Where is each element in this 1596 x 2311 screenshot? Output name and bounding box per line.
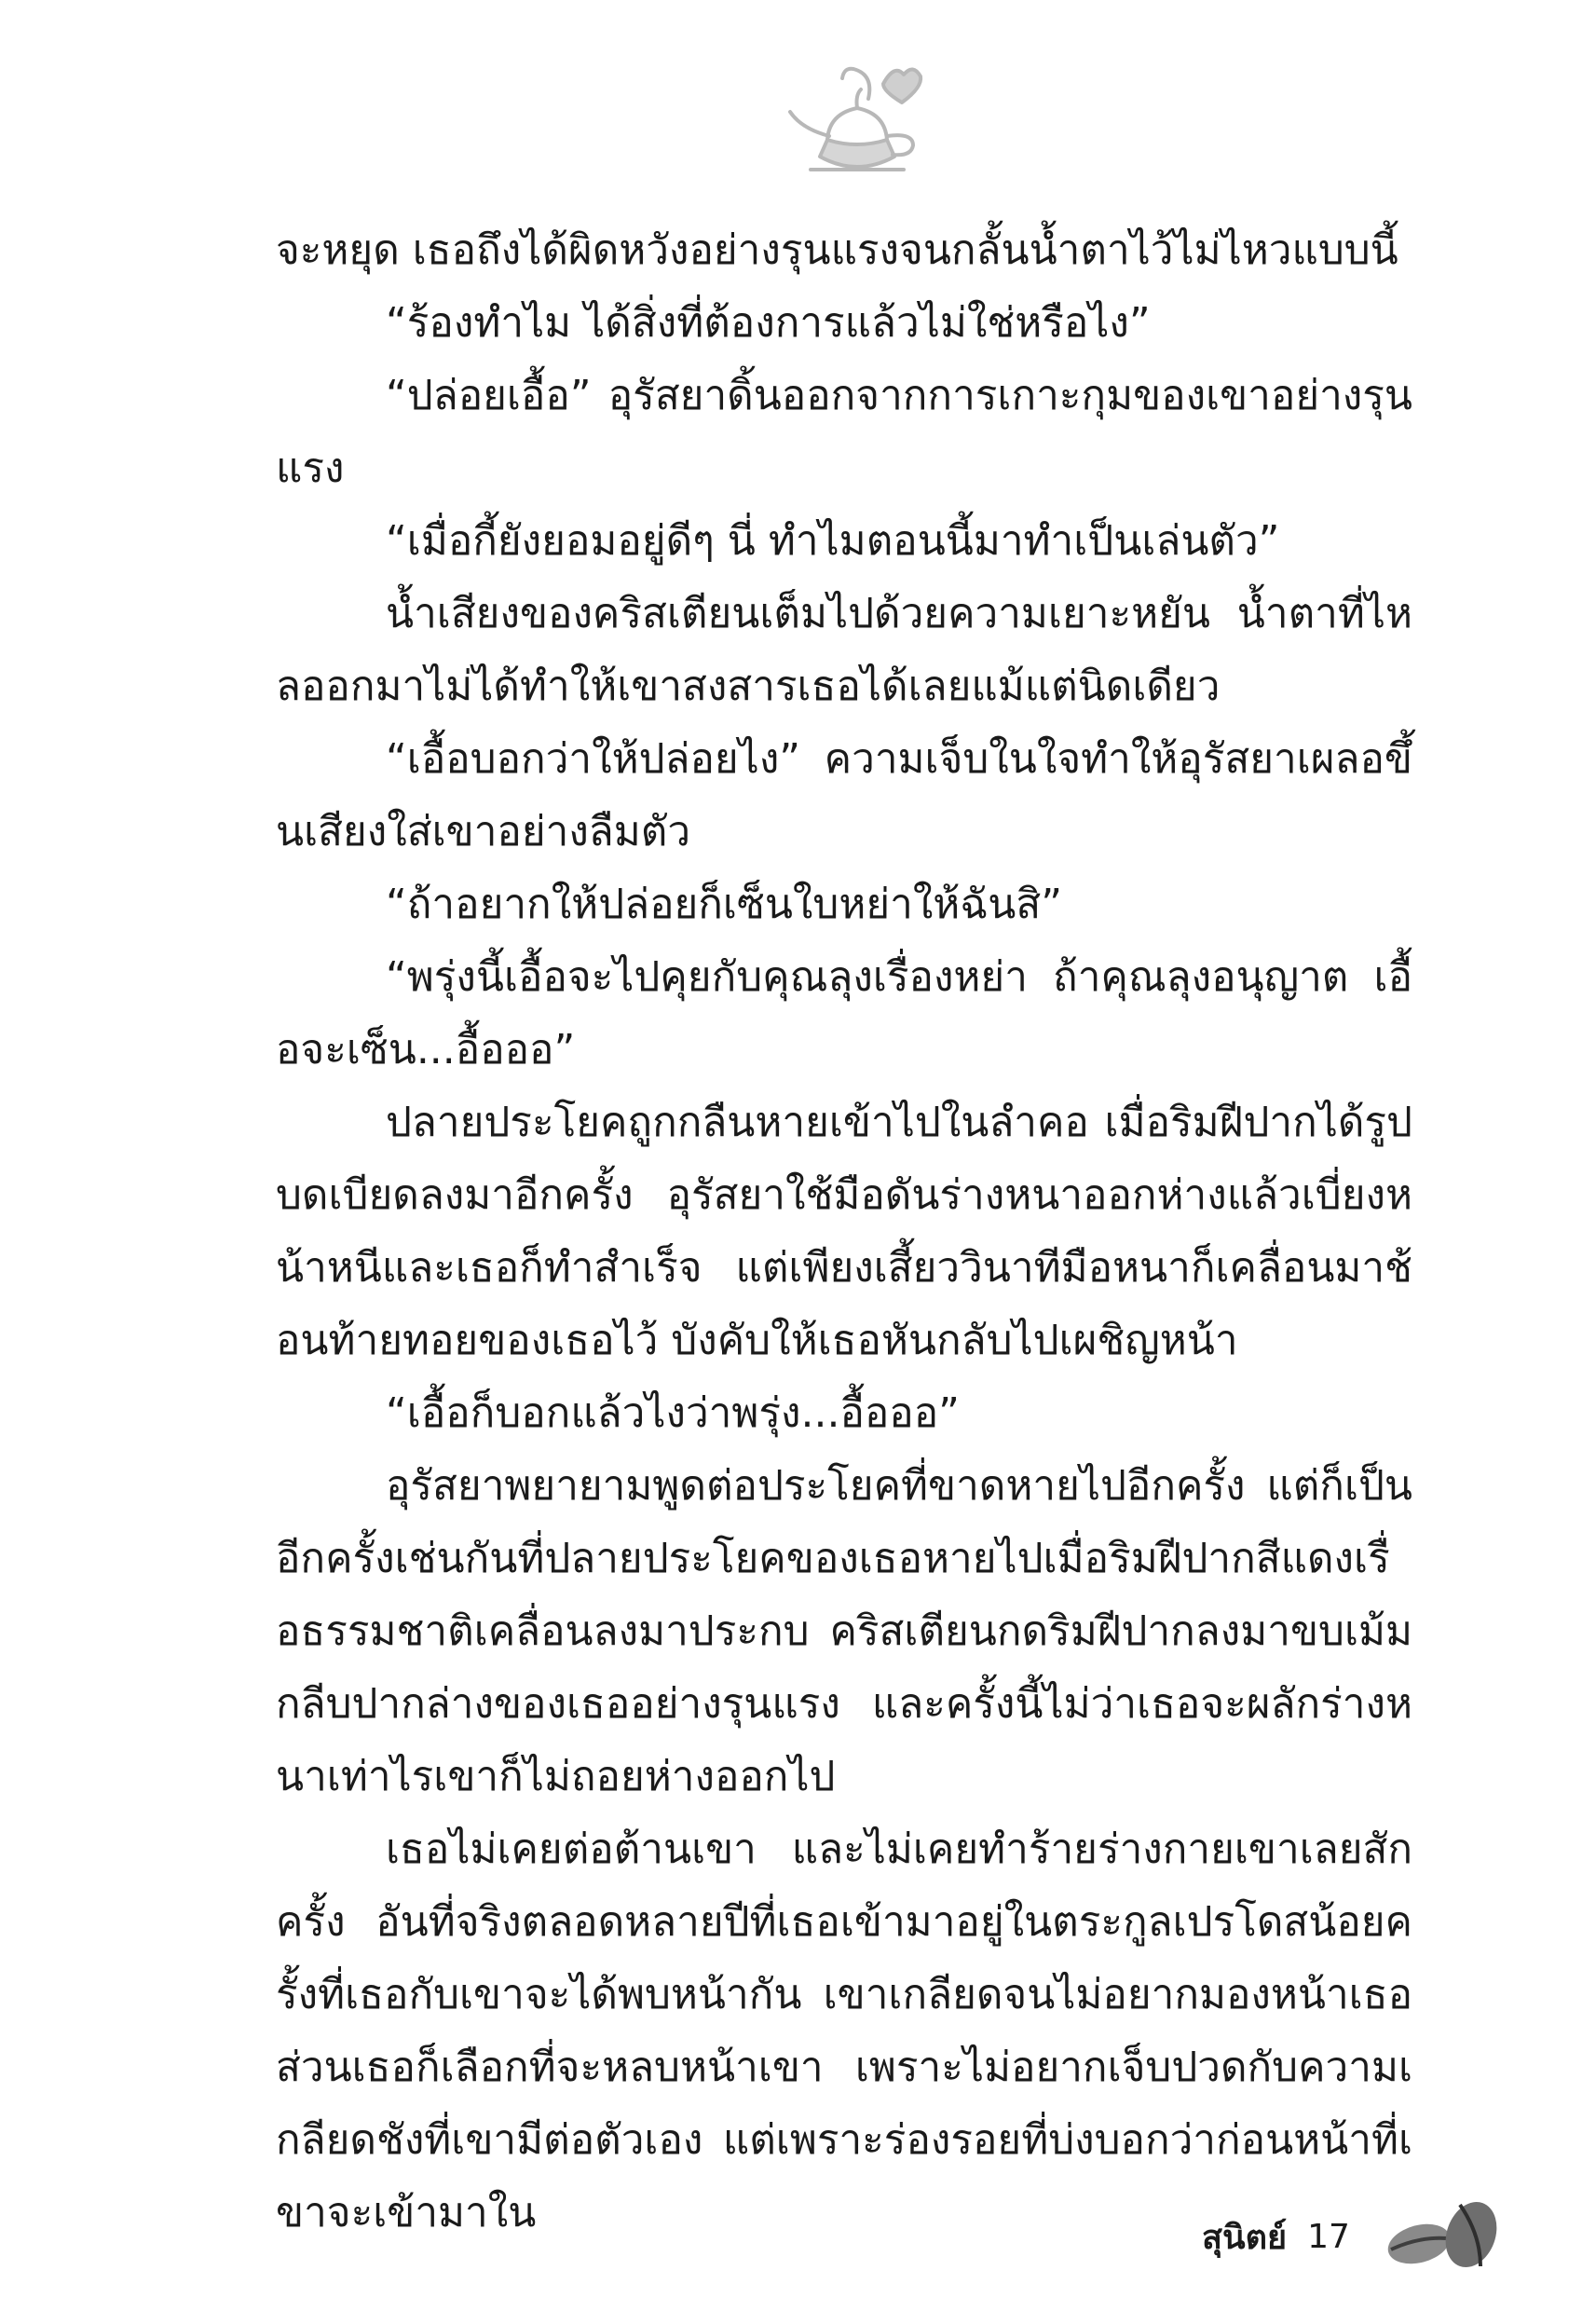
paragraph: อุรัสยาพยายามพูดต่อประโยคที่ขาดหายไปอีกครั้ง แต่ก็เป็นอีกครั้งเช่นกันที่ปลายประโยคของเธอหายไปเมื่อริมฝีปากสีแดงเรื่อธรรมชาติเคลื่อนลงมาประกบ คริสเตียนกดริมฝีปากลงมาขบเม้มกลีบปากล่างของเธออย่างรุนแรง และครั้งนี้ไม่ว่าเธอจะผลักร่างหนาเท่าไรเขาก็ไม่ถอยห่างออกไป [276,1462,1412,1800]
paragraph: เธอไม่เคยต่อต้านเขา และไม่เคยทำร้ายร่างกายเขาเลยสักครั้ง อันที่จริงตลอดหลายปีที่เธอเข้ามาอยู่ในตระกูลเปรโดสน้อยครั้งที่เธอกับเขาจะได้พบหน้ากัน เขาเกลียดจนไม่อยากมองหน้าเธอ ส่วนเธอก็เลือกที่จะหลบหน้าเขา เพราะไม่อยากเจ็บปวดกับความเกลียดชังที่เขามีต่อตัวเอง แต่เพราะร่องรอยที่บ่งบอกว่าก่อนหน้าที่เขาจะเข้ามาใน [276,1826,1412,2236]
teapot-heart-ornament-icon [764,47,950,186]
paragraph: “ถ้าอยากให้ปล่อยก็เซ็นใบหย่าให้ฉันสิ” [386,881,1062,928]
coffee-beans-icon [1371,2199,1510,2274]
paragraph: “เมื่อกี้ยังยอมอยู่ดีๆ นี่ ทำไมตอนนี้มาทำเป็นเล่นตัว” [386,517,1280,565]
page-number: 17 [1307,2217,1350,2256]
paragraph: “ร้องทำไม ได้สิ่งที่ต้องการแล้วไม่ใช่หรือไง” [386,299,1151,347]
paragraph: “ปล่อยเอื้อ” อุรัสยาดิ้นออกจากการเกาะกุมของเขาอย่างรุนแรง [276,372,1412,492]
paragraph: “พรุ่งนี้เอื้อจะไปคุยกับคุณลุงเรื่องหย่า ถ้าคุณลุงอนุญาต เอื้อจะเซ็น...อื้อออ” [276,953,1412,1073]
paragraph: ปลายประโยคถูกกลืนหายเข้าไปในลำคอ เมื่อริมฝีปากได้รูปบดเบียดลงมาอีกครั้ง อุรัสยาใช้มือดันร่างหนาออกห่างแล้วเบี่ยงหน้าหนีและเธอก็ทำสำเร็จ แต่เพียงเสี้ยววินาทีมือหนาก็เคลื่อนมาช้อนท้ายทอยของเธอไว้ บังคับให้เธอหันกลับไปเผชิญหน้า [276,1099,1412,1364]
author-name: สุนิตย์ [1202,2218,1288,2257]
paragraph: “เอื้อบอกว่าให้ปล่อยไง” ความเจ็บในใจทำให้อุรัสยาเผลอขึ้นเสียงใส่เขาอย่างลืมตัว [276,735,1412,855]
paragraph: “เอื้อก็บอกแล้วไงว่าพรุ่ง...อื้อออ” [386,1389,960,1437]
paragraph: จะหยุด เธอถึงได้ผิดหวังอย่างรุนแรงจนกลั้นน้ำตาไว้ไม่ไหวแบบนี้ [276,226,1398,274]
paragraph: น้ำเสียงของคริสเตียนเต็มไปด้วยความเยาะหยัน น้ำตาที่ไหลออกมาไม่ได้ทำให้เขาสงสารเธอได้เลยแม้แต่นิดเดียว [276,590,1412,710]
body-text [276,214,1412,2249]
page-footer [1202,2199,1510,2274]
